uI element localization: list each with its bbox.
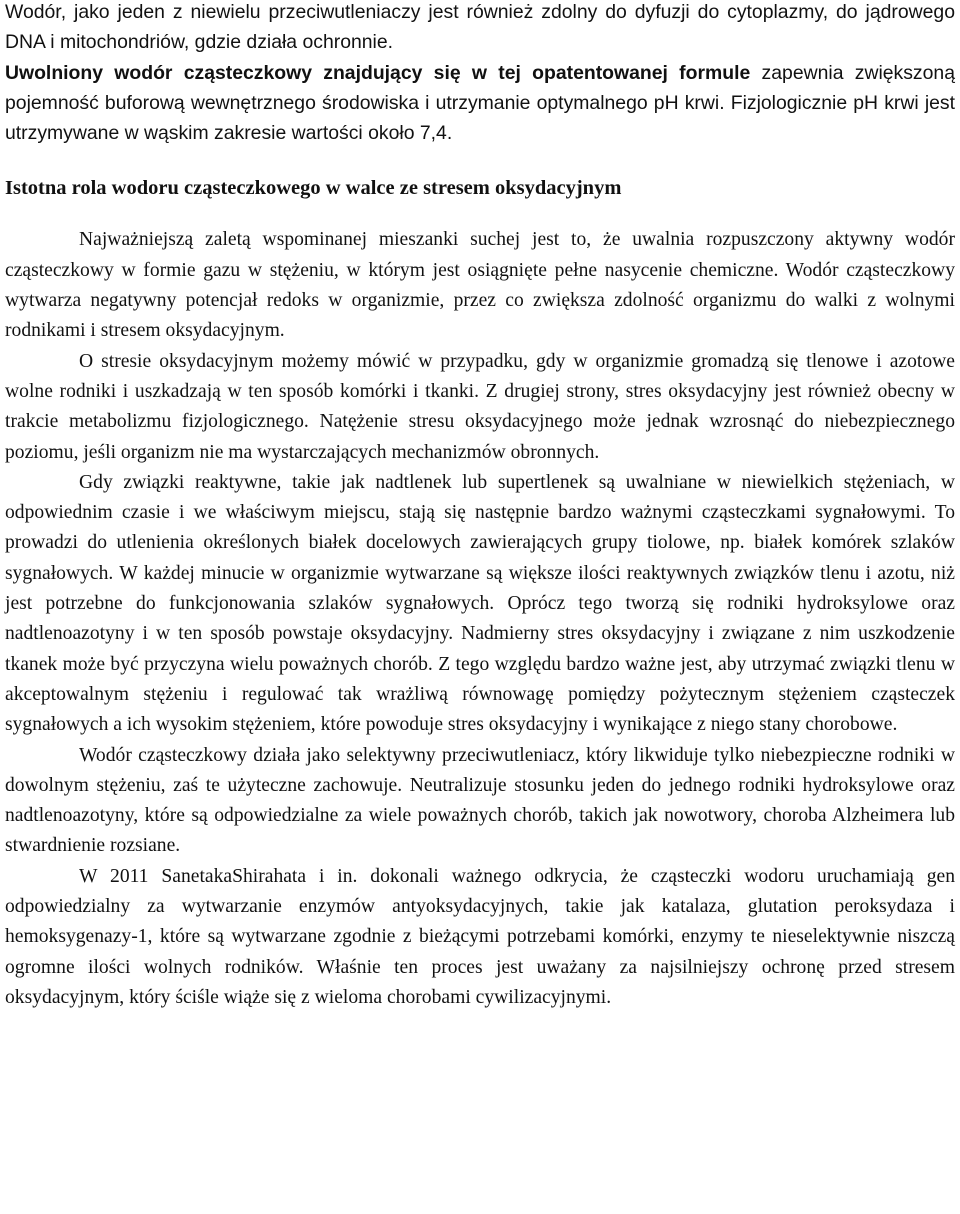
section-body	[5, 225, 955, 1013]
body-paragraph-5: W 2011 SanetakaShirahata i in. dokonali ważnego odkrycia, że cząsteczki wodoru uruchamiają gen odpowiedzialny za wytwarzanie enzymów antyoksydacyjnych, takie jak katalaza, glutation peroksydaza i hemoksygenazy-1, które są wytwarzane zgodnie z bieżącymi potrzebami komórki, enzymy te nieselektywnie niszczą ogromne ilości wolnych rodników. Właśnie ten proces jest uważany za najsilniejszy ochronę przed stresem oksydacyjnym, który ściśle wiąże się z wieloma chorobami cywilizacyjnymi.	[5, 865, 955, 1008]
body-paragraph-3: Gdy związki reaktywne, takie jak nadtlenek lub supertlenek są uwalniane w niewielkich stężeniach, w odpowiednim czasie i we właściwym miejscu, stają się następnie bardzo ważnymi cząsteczkami sygnałowymi. To prowadzi do utlenienia określonych białek docelowych zawierających grupy tiolowe, np. białek komórek szlaków sygnałowych. W każdej minucie w organizmie wytwarzane są większe ilości reaktywnych związków tlenu i azotu, niż jest potrzebne do funkcjonowania szlaków sygnałowych. Oprócz tego tworzą się rodniki hydroksylowe oraz nadtlenoazotyny i w ten sposób powstaje oksydacyjny. Nadmierny stres oksydacyjny i związane z nim uszkodzenie tkanek może być przyczyna wielu poważnych chorób. Z tego względu bardzo ważne jest, aby utrzymać związki tlenu w akceptowalnym stężeniu i regulować tak wrażliwą równowagę pomiędzy pożytecznym stężeniem cząsteczek sygnałowych a ich wysokim stężeniem, które powoduje stres oksydacyjny i wynikające z niego stany chorobowe.	[5, 471, 955, 736]
body-paragraph-2: O stresie oksydacyjnym możemy mówić w przypadku, gdy w organizmie gromadzą się tlenowe i azotowe wolne rodniki i uszkadzają w ten sposób komórki i tkanki. Z drugiej strony, stres oksydacyjny jest również obecny w trakcie metabolizmu fizjologicznego. Natężenie stresu oksydacyjnego może jednak wzrosnąć do niebezpiecznego poziomu, jeśli organizm nie ma wystarczających mechanizmów obronnych.	[5, 350, 955, 463]
intro-paragraph-2	[5, 58, 955, 149]
intro-block	[5, 0, 955, 148]
body-paragraph-1: Najważniejszą zaletą wspominanej mieszanki suchej jest to, że uwalnia rozpuszczony aktywny wodór cząsteczkowy w formie gazu w stężeniu, w którym jest osiągnięte pełne nasycenie chemiczne. Wodór cząsteczkowy wytwarza negatywny potencjał redoks w organizmie, przez co zwiększa zdolność organizmu do walki z wolnymi rodnikami i stresem oksydacyjnym.	[5, 229, 955, 342]
section-heading: Istotna rola wodoru cząsteczkowego w walce ze stresem oksydacyjnym	[5, 177, 622, 200]
intro-paragraph-2-bold: Uwolniony wodór cząsteczkowy znajdujący się w tej opatentowanej formule	[5, 61, 751, 84]
intro-paragraph-2-rest: zapewnia zwiększoną pojemność buforową wewnętrznego środowiska i utrzymanie optymalnego pH krwi. Fizjologicznie pH krwi jest utrzymywane w wąskim zakresie wartości około 7,4.	[5, 61, 955, 145]
body-paragraph-4: Wodór cząsteczkowy działa jako selektywny przeciwutleniacz, który likwiduje tylko niebezpieczne rodniki w dowolnym stężeniu, zaś te użyteczne zachowuje. Neutralizuje stosunku jeden do jednego rodniki hydroksylowe oraz nadtlenoazotyny, które są odpowiedzialne za wiele poważnych chorób, takich jak nowotwory, choroba Alzheimera lub stwardnienie rozsiane.	[5, 744, 955, 857]
intro-paragraph-1: Wodór, jako jeden z niewielu przeciwutleniaczy jest również zdolny do dyfuzji do cytoplazmy, do jądrowego DNA i mitochondriów, gdzie działa ochronnie.	[5, 1, 955, 54]
